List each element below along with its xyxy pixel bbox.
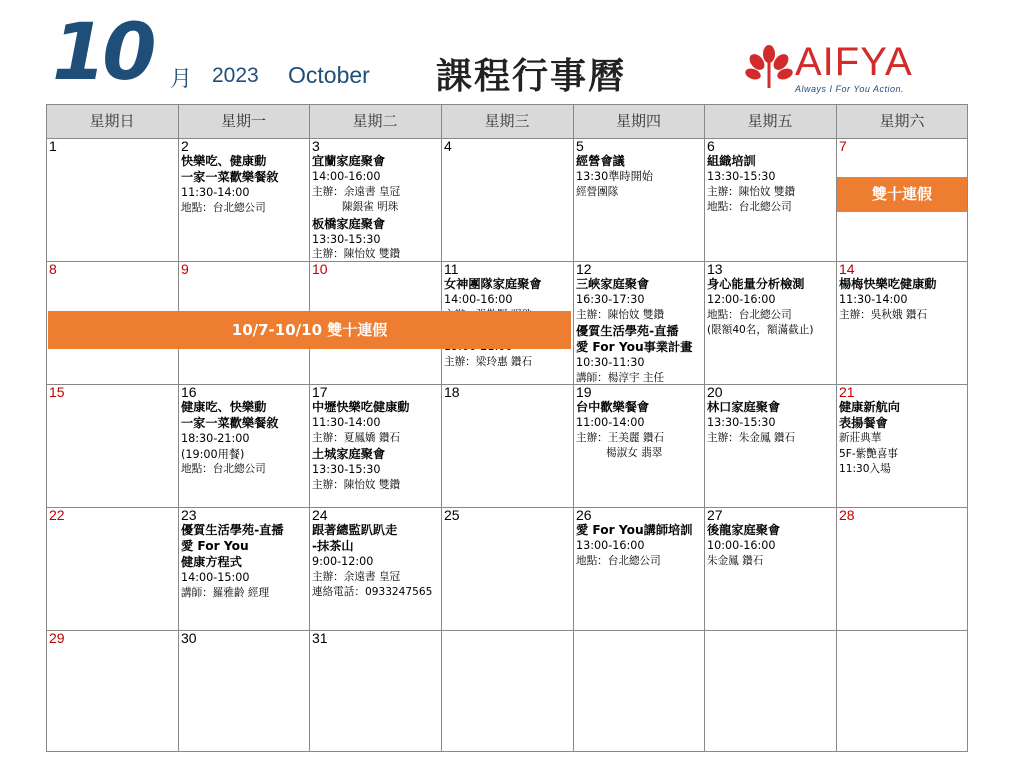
day-number: 20 — [707, 385, 723, 400]
event-line: 13:00-16:00 — [576, 539, 645, 552]
grid-line — [441, 104, 442, 752]
event-line: 中壢快樂吃健康動 — [312, 400, 410, 414]
day-cell[interactable] — [575, 631, 703, 751]
day-cell[interactable] — [838, 508, 967, 629]
day-cell[interactable] — [575, 139, 703, 260]
day-number: 31 — [312, 631, 328, 646]
event-line: 連絡電話：0933247565 — [312, 586, 433, 598]
event-line: 愛 For You事業計畫 — [576, 340, 693, 354]
event-line: 11:30-14:00 — [181, 186, 250, 199]
event-line: 12:00-16:00 — [707, 293, 776, 306]
event-line: 經營團隊 — [576, 185, 619, 198]
day-number: 16 — [181, 385, 197, 400]
event-line: 13:30準時開始 — [576, 170, 653, 183]
event-line: 健康方程式 — [181, 555, 242, 569]
day-number: 12 — [576, 262, 592, 277]
page-title: 課程行事曆 — [436, 56, 627, 97]
event-line: 優質生活學苑-直播 — [181, 523, 284, 537]
day-number: 29 — [49, 631, 65, 646]
day-number: 3 — [312, 139, 320, 154]
event-line: 主辦：陳怡妏 雙鑽 — [312, 248, 401, 260]
day-number: 6 — [707, 139, 715, 154]
day-number: 2 — [181, 139, 189, 154]
logo-wordmark: AIFYA — [795, 40, 913, 84]
day-number: 4 — [444, 139, 452, 154]
event-line: 愛 For You講師培訓 — [576, 523, 693, 537]
event-line: 5F-紫艷喜事 — [839, 447, 899, 460]
event-line: 陳銀雀 明珠 — [342, 201, 399, 213]
day-number: 27 — [707, 508, 723, 523]
day-number: 21 — [839, 385, 855, 400]
day-number: 22 — [49, 508, 65, 523]
day-cell[interactable] — [311, 385, 440, 506]
grid-line — [967, 104, 968, 752]
weekday-label: 星期四 — [615, 112, 661, 130]
event-line: 一家一菜歡樂餐敘 — [181, 416, 279, 430]
event-line: 新莊典華 — [839, 432, 882, 444]
month-number: 10 — [52, 8, 153, 98]
day-cell[interactable] — [48, 508, 177, 629]
event-line: 主辦：余遠書 皇冠 — [312, 570, 401, 583]
event-line: 主辦：陳怡妏 雙鑽 — [312, 478, 401, 491]
day-number: 24 — [312, 508, 328, 523]
event-line: 快樂吃、健康動 — [181, 154, 267, 168]
day-number: 1 — [49, 139, 57, 154]
day-number: 7 — [839, 139, 847, 154]
event-line: (19:00用餐) — [181, 447, 245, 461]
day-cell[interactable] — [706, 508, 835, 629]
event-line: 優質生活學苑-直播 — [576, 324, 679, 338]
weekday-label: 星期五 — [747, 112, 793, 130]
event-line: 講師：羅雅齡 經理 — [181, 586, 270, 599]
day-cell[interactable] — [575, 262, 703, 383]
event-line: 愛 For You — [181, 539, 249, 553]
grid-line — [309, 104, 310, 752]
day-number: 17 — [312, 385, 328, 400]
day-number: 28 — [839, 508, 855, 523]
event-line: 14:00-16:00 — [312, 170, 381, 183]
event-line: 主辦：王美麗 鑽石 — [576, 431, 665, 444]
day-cell[interactable] — [443, 508, 572, 629]
event-line: 9:00-12:00 — [312, 555, 374, 568]
event-line: 組織培訓 — [707, 154, 756, 168]
day-cell[interactable] — [443, 631, 572, 751]
event-line: 林口家庭聚會 — [707, 400, 781, 414]
event-line: 主辦：余遠書 皇冠 — [312, 185, 401, 198]
event-line: 13:30-15:30 — [312, 232, 381, 246]
day-cell[interactable] — [838, 385, 967, 506]
event-line: 楊梅快樂吃健康動 — [839, 277, 937, 291]
grid-line — [46, 104, 47, 752]
day-cell[interactable] — [311, 508, 440, 629]
holiday-banner-long: 10/7-10/10 雙十連假 — [48, 311, 571, 349]
day-number: 14 — [839, 262, 855, 277]
weekday-label: 星期日 — [89, 112, 135, 130]
event-line: 地點：台北總公司 — [576, 554, 661, 567]
day-cell[interactable] — [575, 508, 703, 629]
day-cell[interactable] — [706, 262, 835, 383]
event-line: 主辦：陳怡妏 雙鑽 — [707, 185, 796, 198]
brand-logo — [745, 40, 945, 100]
event-line: 11:00-14:00 — [576, 416, 645, 429]
event-line: 板橋家庭聚會 — [312, 216, 386, 231]
day-cell[interactable] — [838, 262, 967, 383]
event-line: 11:30-14:00 — [839, 293, 908, 306]
day-number: 8 — [49, 262, 57, 277]
month-english: October — [288, 62, 370, 88]
event-line: 11:30-14:00 — [312, 416, 381, 429]
calendar-grid — [46, 104, 968, 752]
grid-line — [46, 751, 968, 752]
event-line: 楊淑女 翡翠 — [606, 447, 663, 459]
day-cell[interactable] — [311, 139, 440, 260]
weekday-label: 星期三 — [484, 112, 530, 130]
day-cell[interactable] — [575, 385, 703, 506]
event-line: -抹茶山 — [312, 539, 354, 553]
day-cell[interactable] — [48, 631, 177, 751]
day-cell[interactable] — [838, 631, 967, 751]
day-cell[interactable] — [706, 631, 835, 751]
day-number: 9 — [181, 262, 189, 277]
event-line: 宜蘭家庭聚會 — [312, 154, 386, 168]
day-cell[interactable] — [48, 385, 177, 506]
weekday-label: 星期二 — [352, 112, 398, 130]
event-line: 13:30-15:30 — [707, 416, 776, 429]
event-line: 主辦：朱金鳳 鑽石 — [707, 431, 796, 444]
grid-line — [573, 104, 574, 752]
event-line: 地點：台北總公司 — [707, 201, 792, 213]
weekday-label: 星期六 — [879, 112, 925, 130]
event-line: 身心能量分析檢測 — [707, 277, 805, 291]
event-line: 講師：楊淳宇 主任 — [576, 371, 665, 383]
day-cell[interactable] — [443, 385, 572, 506]
event-line: 表揚餐會 — [839, 416, 888, 430]
event-line: 主辦：陳怡妏 雙鑽 — [576, 308, 665, 321]
day-number: 11 — [444, 262, 459, 277]
grid-line — [178, 104, 179, 752]
day-cell[interactable] — [48, 139, 177, 260]
day-number: 13 — [707, 262, 723, 277]
event-line: 三峽家庭聚會 — [576, 277, 650, 291]
day-cell[interactable] — [180, 385, 308, 506]
event-line: 13:30-15:30 — [707, 170, 776, 183]
event-line: 13:30-15:30 — [312, 463, 381, 476]
event-line: 地點：台北總公司 — [181, 201, 266, 214]
day-cell[interactable] — [311, 631, 440, 751]
year-label: 2023 — [212, 64, 259, 87]
day-number: 30 — [181, 631, 197, 646]
day-number: 5 — [576, 139, 584, 154]
day-number: 26 — [576, 508, 592, 523]
event-line: 14:00-16:00 — [444, 293, 513, 306]
event-line: 14:00-15:00 — [181, 571, 250, 584]
event-line: 經營會議 — [576, 154, 625, 168]
day-number: 19 — [576, 385, 592, 400]
event-line: 跟著總監趴趴走 — [312, 523, 398, 537]
grid-line — [704, 104, 705, 752]
event-line: 主辦：夏鳳嬌 鑽石 — [312, 431, 401, 444]
event-line: 後龍家庭聚會 — [707, 523, 781, 537]
day-cell[interactable] — [180, 631, 308, 751]
event-line: (限額40名，額滿截止) — [707, 324, 814, 336]
day-number: 10 — [312, 262, 328, 277]
month-char: 月 — [170, 67, 193, 92]
day-cell[interactable] — [706, 385, 835, 506]
event-line: 10:30-11:30 — [576, 356, 645, 369]
event-line: 11:30入場 — [839, 463, 891, 475]
day-number: 15 — [49, 385, 65, 400]
flower-logo-icon — [745, 42, 793, 90]
event-line: 台中歡樂餐會 — [576, 400, 650, 414]
event-line: 朱金鳳 鑽石 — [707, 554, 764, 567]
day-cell[interactable] — [180, 508, 308, 629]
weekday-label: 星期一 — [220, 112, 266, 130]
holiday-banner-short: 雙十連假 — [837, 177, 967, 212]
day-cell[interactable] — [443, 139, 572, 260]
event-line: 健康吃、快樂動 — [181, 400, 267, 414]
event-line: 地點：台北總公司 — [181, 463, 266, 475]
logo-tagline: Always I For You Action. — [795, 84, 905, 94]
day-number: 18 — [444, 385, 460, 400]
day-number: 25 — [444, 508, 460, 523]
event-line: 主辦：梁玲惠 鑽石 — [444, 355, 533, 368]
event-line: 10:00-16:00 — [707, 539, 776, 552]
event-line: 健康新航向 — [839, 400, 900, 414]
event-line: 18:30-21:00 — [181, 432, 250, 445]
event-line: 女神團隊家庭聚會 — [444, 277, 542, 291]
day-cell[interactable] — [706, 139, 835, 260]
day-number: 23 — [181, 508, 197, 523]
day-cell[interactable] — [180, 139, 308, 260]
event-line: 16:30-17:30 — [576, 293, 645, 306]
grid-line — [46, 104, 968, 105]
event-line: 地點：台北總公司 — [707, 308, 792, 321]
event-line: 一家一菜歡樂餐敘 — [181, 170, 279, 184]
event-line: 土城家庭聚會 — [312, 447, 386, 461]
event-line: 主辦：吳秋娥 鑽石 — [839, 308, 928, 321]
